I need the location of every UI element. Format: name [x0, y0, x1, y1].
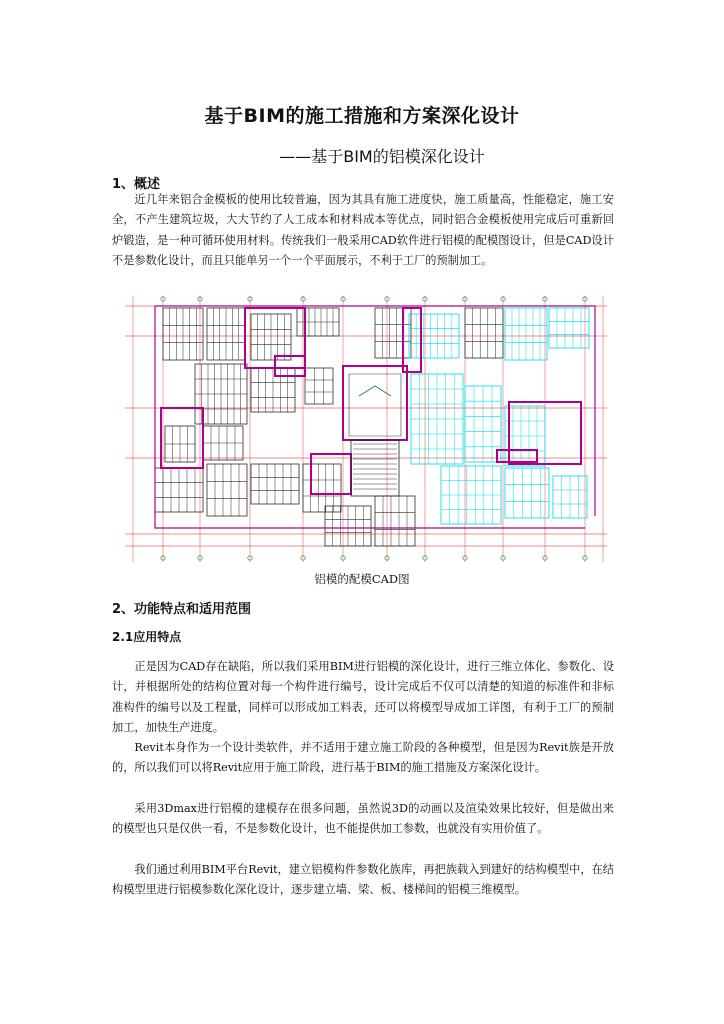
- figure-caption: 铝模的配模CAD图: [314, 572, 410, 586]
- section-heading-overview: 1、概述: [112, 177, 161, 192]
- features-paragraph-1: 正是因为CAD存在缺陷，所以我们采用BIM进行铝模的深化设计，进行三维立体化、参数化、设计，并根据所处的结构位置对每一个构件进行编号，设计完成后不仅可以清楚的知道的标准件和非标准构件的编号以及工程量，同样可以形成加工料表，还可以将模型导成加工详图，有利于工厂的预制加工，加快生产进度。: [112, 660, 614, 734]
- document-title: 基于BIM的施工措施和方案深化设计: [204, 105, 520, 127]
- features-paragraph-4: 我们通过利用BIM平台Revit，建立铝模构件参数化族库，再把族载入到建好的结构模型中，在结构模型里进行铝模参数化深化设计，逐步建立墙、梁、板、楼梯间的铝模三维模型。: [112, 863, 614, 897]
- subsection-heading-application: 2.1应用特点: [112, 630, 182, 644]
- features-paragraph-2: Revit本身作为一个设计类软件，并不适用于建立施工阶段的各种模型，但是因为Revit族是开放的，所以我们可以将Revit应用于施工阶段，进行基于BIM的施工措施及方案深化设计。: [112, 741, 614, 775]
- cad-formwork-drawing: [125, 296, 607, 562]
- section-heading-features: 2、功能特点和适用范围: [112, 602, 252, 617]
- document-subtitle: ——基于BIM的铝模深化设计: [279, 147, 485, 166]
- overview-paragraph: 近几年来铝合金模板的使用比较普遍，因为其具有施工进度快，施工质量高，性能稳定，施工安全，不产生建筑垃圾，大大节约了人工成本和材料成本等优点，同时铝合金模板使用完成后可重新回炉锻造，是一种可循环使用材料。传统我们一般采用CAD软件进行铝模的配模图设计，但是CAD设计不是参数化设计，而且只能单另一个一个平面展示，不利于工厂的预制加工。: [112, 193, 614, 267]
- features-paragraph-3: 采用3Dmax进行铝模的建模存在很多问题，虽然说3D的动画以及渲染效果比较好，但是做出来的模型也只是仅供一看，不是参数化设计，也不能提供加工参数，也就没有实用价值了。: [112, 802, 614, 836]
